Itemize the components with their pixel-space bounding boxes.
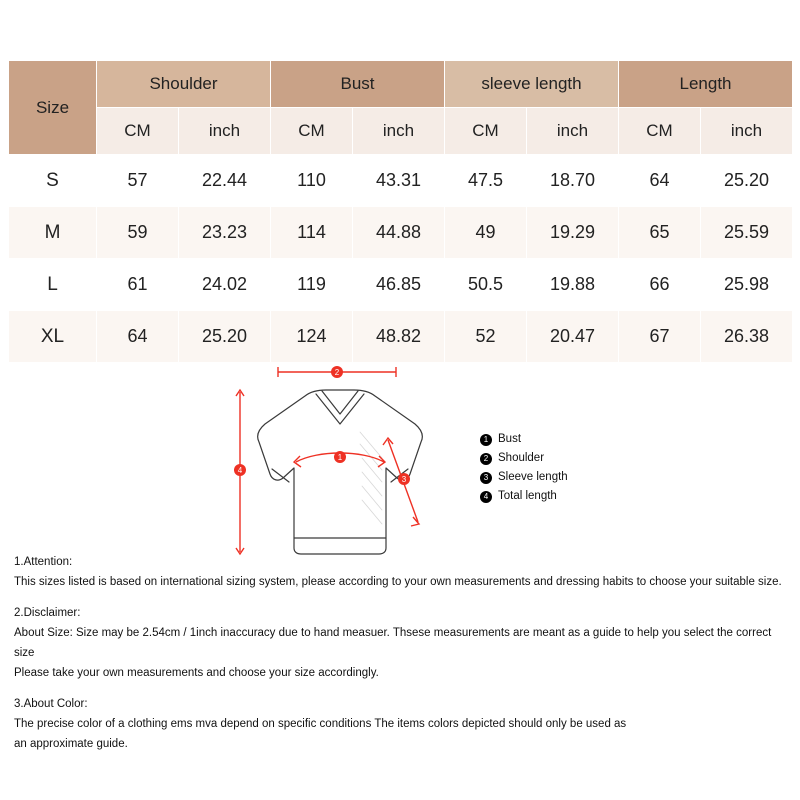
cell-sleeve-inch: 18.70 [527,155,619,207]
diagram-marker-4 [234,464,246,476]
note-title: 2.Disclaimer: [14,607,81,619]
cell-sleeve-inch: 20.47 [527,311,619,363]
legend-item [480,449,568,468]
legend-bullet-2-icon: 2 [480,453,492,465]
cell-shoulder-cm: 61 [97,259,179,311]
unit-shoulder-inch: inch [179,108,271,155]
svg-text:1: 1 [337,453,343,462]
legend-label: Sleeve length [498,471,568,483]
cell-length-inch: 25.20 [701,155,793,207]
cell-bust-cm: 110 [271,155,353,207]
cell-size: L [9,259,97,311]
cell-bust-inch: 46.85 [353,259,445,311]
unit-length-inch: inch [701,108,793,155]
cell-shoulder-cm: 64 [97,311,179,363]
cell-bust-inch: 43.31 [353,155,445,207]
table-row [9,311,793,363]
header-shoulder: Shoulder [97,61,271,108]
legend-item [480,468,568,487]
table-header-row [9,61,793,108]
header-size: Size [9,61,97,155]
note-title: 3.About Color: [14,698,88,710]
legend-label: Shoulder [498,452,545,464]
diagram-marker-1 [334,451,346,463]
cell-sleeve-cm: 52 [445,311,527,363]
legend-label: Bust [498,433,522,445]
diagram-marker-2 [331,366,343,378]
header-bust: Bust [271,61,445,108]
cell-sleeve-cm: 47.5 [445,155,527,207]
note-attention [14,552,790,592]
cell-sleeve-cm: 49 [445,207,527,259]
cell-bust-inch: 44.88 [353,207,445,259]
unit-bust-inch: inch [353,108,445,155]
cell-length-cm: 65 [619,207,701,259]
cell-length-inch: 25.98 [701,259,793,311]
note-line: Please take your own measurements and choose your size accordingly. [14,667,379,679]
garment-diagram [210,362,470,572]
cell-size: S [9,155,97,207]
table-row [9,207,793,259]
legend-bullet-1-icon: 1 [480,434,492,446]
diagram-marker-3 [398,473,410,485]
size-table [8,60,793,363]
cell-bust-cm: 114 [271,207,353,259]
note-line: About Size: Size may be 2.54cm / 1inch inaccuracy due to hand measuer. Thsese measurements are meant as a guide to help you select the correct size [14,627,772,659]
cell-size: M [9,207,97,259]
note-line: The precise color of a clothing ems mva depend on specific conditions The items colors depicted should only be used as [14,718,627,730]
legend-label: Total length [498,490,557,502]
unit-sleeve-cm: CM [445,108,527,155]
cell-shoulder-cm: 57 [97,155,179,207]
cell-shoulder-inch: 25.20 [179,311,271,363]
unit-length-cm: CM [619,108,701,155]
diagram-legend [480,430,568,506]
size-chart-section [8,60,792,363]
legend-bullet-3-icon: 3 [480,472,492,484]
table-unit-row [9,108,793,155]
legend-bullet-4-icon: 4 [480,491,492,503]
cell-sleeve-inch: 19.29 [527,207,619,259]
cell-sleeve-inch: 19.88 [527,259,619,311]
note-line: an approximate guide. [14,738,128,750]
cell-length-cm: 66 [619,259,701,311]
header-length: Length [619,61,793,108]
notes-section [14,552,790,765]
cell-bust-cm: 124 [271,311,353,363]
note-disclaimer [14,603,790,683]
cell-shoulder-inch: 22.44 [179,155,271,207]
cell-sleeve-cm: 50.5 [445,259,527,311]
table-row [9,155,793,207]
cell-bust-inch: 48.82 [353,311,445,363]
cell-length-cm: 67 [619,311,701,363]
cell-bust-cm: 119 [271,259,353,311]
unit-sleeve-inch: inch [527,108,619,155]
cell-length-inch: 25.59 [701,207,793,259]
cell-shoulder-inch: 24.02 [179,259,271,311]
note-about-color [14,694,790,754]
unit-bust-cm: CM [271,108,353,155]
cell-length-cm: 64 [619,155,701,207]
unit-shoulder-cm: CM [97,108,179,155]
table-row [9,259,793,311]
legend-item [480,487,568,506]
svg-text:4: 4 [237,466,243,475]
legend-item [480,430,568,449]
note-line: This sizes listed is based on international sizing system, please according to your own measurements and dressing habits to choose your suitable size. [14,576,782,588]
svg-text:3: 3 [401,475,407,484]
header-sleeve-length: sleeve length [445,61,619,108]
cell-size: XL [9,311,97,363]
note-title: 1.Attention: [14,556,73,568]
cell-shoulder-inch: 23.23 [179,207,271,259]
cell-length-inch: 26.38 [701,311,793,363]
svg-text:2: 2 [334,368,340,377]
cell-shoulder-cm: 59 [97,207,179,259]
